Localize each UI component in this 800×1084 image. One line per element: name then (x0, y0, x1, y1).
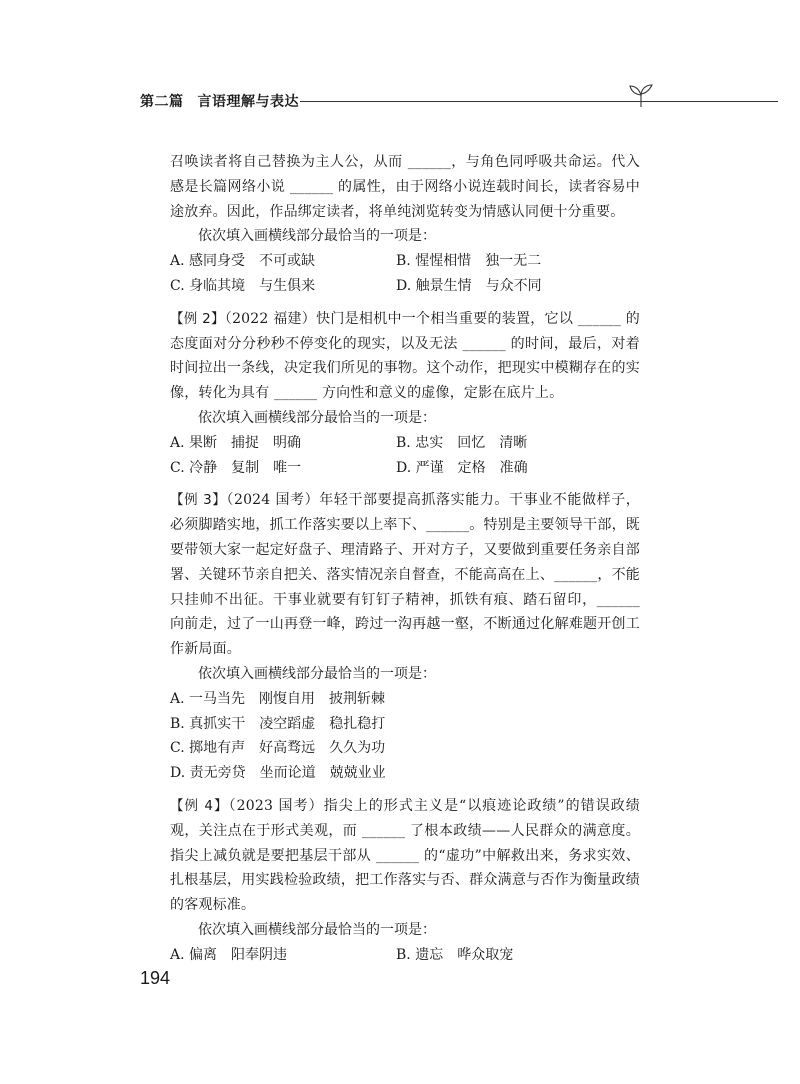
example2-text (170, 307, 640, 406)
example3-question: 依次填入画横线部分最恰当的一项是： (198, 665, 436, 682)
header-rule (300, 101, 778, 102)
page-number: 194 (140, 968, 171, 988)
option-b: B. 惺惺相惜 独一无二 (396, 253, 542, 270)
header-title (140, 91, 299, 111)
page-content (170, 150, 640, 968)
example2-question: 依次填入画横线部分最恰当的一项是： (198, 409, 436, 426)
header-part: 第二篇 (140, 94, 184, 110)
example2-tag: 【例 2】 (170, 310, 225, 327)
option-d: D. 责无旁贷 坐而论道 兢兢业业 (170, 765, 386, 782)
block0-question: 依次填入画横线部分最恰当的一项是： (198, 228, 436, 245)
example3-body: 年轻干部要提高抓落实能力。干事业不能做样子，必须脚踏实地，抓工作落实要以上率下、______。特别是主要领导干部，既要带领大家一起定好盘子、理清路子、开对方子，又要做到重要任务亲自部署、关键环节亲自把关、落实情况亲自督查，不能高高在上、______，不能只挂帅不出征。干事业就要有钉钉子精神，抓铁有痕、踏石留印，______ 向前走，过了一山再登一峰，跨过一沟再越一壑，不断通过化解难题开创工作新局面。 (170, 492, 640, 658)
example3-source: （2024 国考） (226, 492, 320, 509)
running-header (140, 82, 660, 116)
example4-body: 指尖上的形式主义是“以痕迹论政绩”的错误政绩观，关注点在于形式美观，而 ______ 了根本政绩——人民群众的满意度。指尖上减负就是要把基层干部从 ______ 的“虚功”中解救出来，务求实效、扎根基层，用实践检验政绩，把工作落实与否、群众满意与否作为衡量政绩的客观标准。 (170, 797, 640, 914)
example2-source: （2022 福建） (224, 310, 317, 327)
example4-tag: 【例 4】 (170, 797, 229, 814)
option-c: C. 身临其境 与生俱来 (170, 277, 316, 294)
example2-body: 快门是相机中一个相当重要的装置，它以 ______ 的态度面对分分秒秒不停变化的现实，以及无法 ______ 的时间，最后，对着时间拉出一条线，决定我们所见的事物。这个动作，把现实中模糊存在的实像，转化为具有 ______ 方向性和意义的虚像，定影在底片上。 (170, 310, 640, 402)
option-b: B. 忠实 回忆 清晰 (396, 434, 528, 451)
block0-text: 召唤读者将自己替换为主人公，从而 ______，与角色同呼吸共命运。代入感是长篇网络小说 ______ 的属性，由于网络小说连载时间长，读者容易中途放弃。因此，作品绑定读者，将单纯浏览转变为情感认同便十分重要。 (170, 154, 640, 220)
option-b: B. 遗忘 哗众取宠 (396, 946, 514, 963)
option-a: A. 果断 捕捉 明确 (170, 434, 302, 451)
option-c: C. 冷静 复制 唯一 (170, 459, 302, 476)
example3-options (170, 687, 640, 786)
example2-options (170, 431, 640, 481)
sprout-icon (626, 82, 656, 108)
example4-source: （2023 国考） (228, 797, 324, 814)
example4-text (170, 794, 640, 918)
option-a: A. 感同身受 不可或缺 (170, 253, 316, 270)
option-d: D. 严谨 定格 准确 (396, 459, 528, 476)
example4-question: 依次填入画横线部分最恰当的一项是： (198, 921, 436, 938)
example3-text (170, 488, 640, 662)
example4-options (170, 943, 640, 968)
option-b: B. 真抓实干 凌空蹈虚 稳扎稳打 (170, 715, 386, 732)
option-a: A. 偏离 阳奉阴违 (170, 946, 288, 963)
option-c: C. 掷地有声 好高骛远 久久为功 (170, 740, 386, 757)
option-a: A. 一马当先 刚愎自用 披荆斩棘 (170, 690, 386, 707)
block0-options (170, 249, 640, 299)
example3-tag: 【例 3】 (170, 492, 227, 509)
header-section: 言语理解与表达 (197, 94, 299, 110)
option-d: D. 触景生情 与众不同 (396, 277, 542, 294)
